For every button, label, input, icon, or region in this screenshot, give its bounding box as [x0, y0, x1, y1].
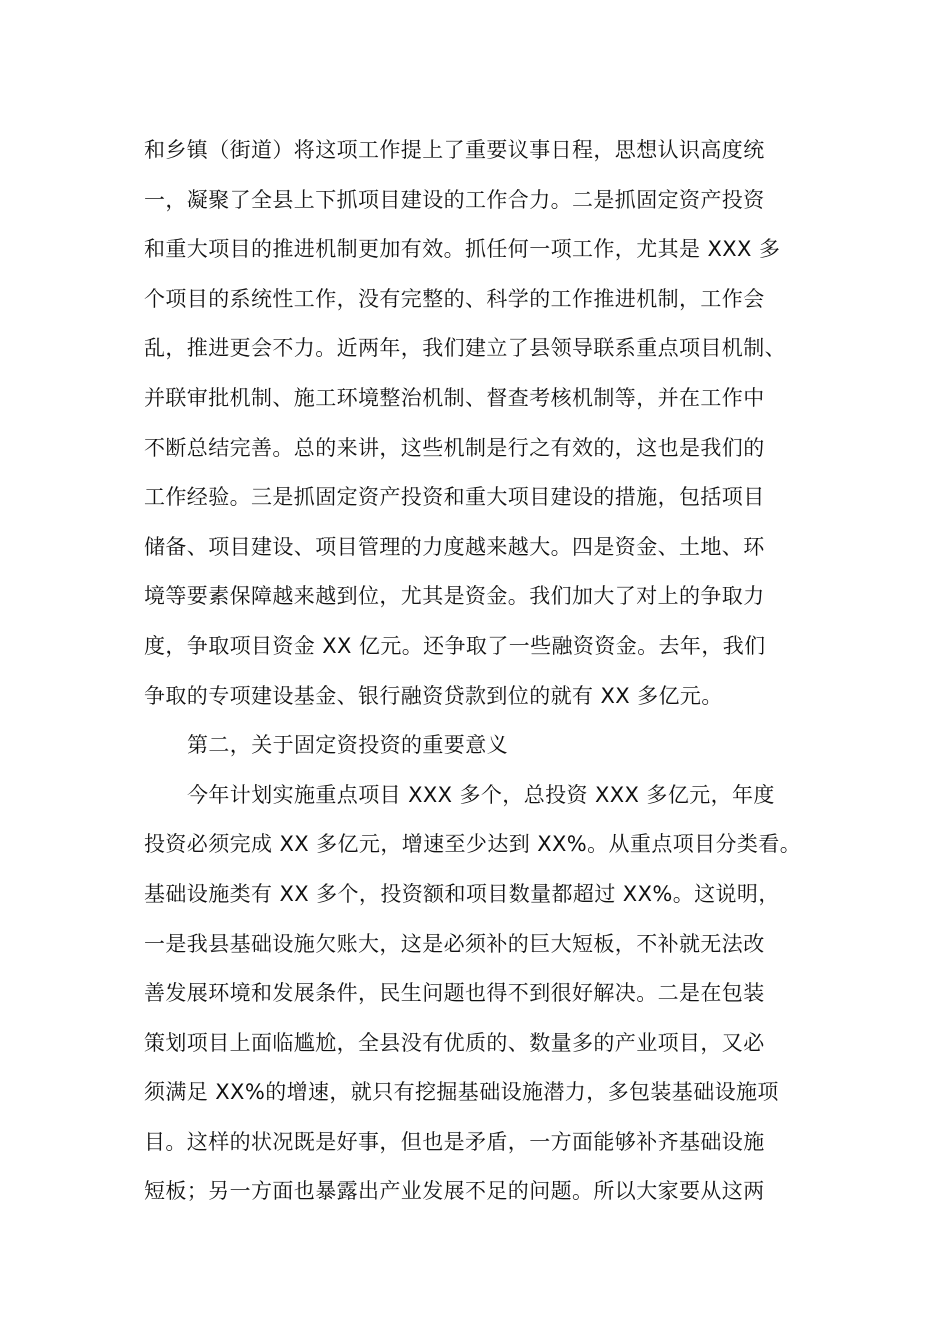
- text-line: 短板；另一方面也暴露出产业发展不足的问题。所以大家要从这两: [144, 1179, 765, 1204]
- text-line: 基础设施类有 XX 多个，投资额和项目数量都超过 XX%。这说明，: [144, 881, 780, 906]
- text-line: 目。这样的状况既是好事，但也是矛盾，一方面能够补齐基础设施: [144, 1129, 765, 1154]
- text-line: 和重大项目的推进机制更加有效。抓任何一项工作，尤其是 XXX 多: [144, 237, 781, 262]
- text-line: 储备、项目建设、项目管理的力度越来越大。四是资金、土地、环: [144, 534, 765, 559]
- text-line: 工作经验。三是抓固定资产投资和重大项目建设的措施，包括项目: [144, 485, 765, 510]
- text-line: 投资必须完成 XX 多亿元，增速至少达到 XX%。从重点项目分类看。: [144, 832, 802, 857]
- text-line: 须满足 XX%的增速，就只有挖掘基础设施潜力，多包装基础设施项: [144, 1080, 779, 1105]
- text-line: 个项目的系统性工作，没有完整的、科学的工作推进机制，工作会: [144, 286, 765, 311]
- text-line: 乱，推进更会不力。近两年，我们建立了县领导联系重点项目机制、: [144, 336, 786, 361]
- text-line: 不断总结完善。总的来讲，这些机制是行之有效的，这也是我们的: [144, 435, 765, 460]
- text-line: 一是我县基础设施欠账大，这是必须补的巨大短板，不补就无法改: [144, 931, 765, 956]
- text-line: 境等要素保障越来越到位，尤其是资金。我们加大了对上的争取力: [144, 584, 765, 609]
- text-line: 和乡镇（街道）将这项工作提上了重要议事日程，思想认识高度统: [144, 138, 765, 162]
- text-line: 善发展环境和发展条件，民生问题也得不到很好解决。二是在包装: [144, 981, 765, 1006]
- text-line: 策划项目上面临尴尬，全县没有优质的、数量多的产业项目，又必: [144, 1030, 765, 1055]
- section-heading: 第二，关于固定资投资的重要意义: [187, 733, 508, 758]
- text-line: 度，争取项目资金 XX 亿元。还争取了一些融资资金。去年，我们: [144, 633, 766, 658]
- text-line: 并联审批机制、施工环境整治机制、督查考核机制等，并在工作中: [144, 385, 765, 410]
- text-line: 争取的专项建设基金、银行融资贷款到位的就有 XX 多亿元。: [144, 683, 723, 708]
- text-line: 一，凝聚了全县上下抓项目建设的工作合力。二是抓固定资产投资: [144, 187, 765, 212]
- body-text: [144, 126, 824, 1217]
- paragraph-start-line: 今年计划实施重点项目 XXX 多个，总投资 XXX 多亿元，年度: [187, 782, 775, 807]
